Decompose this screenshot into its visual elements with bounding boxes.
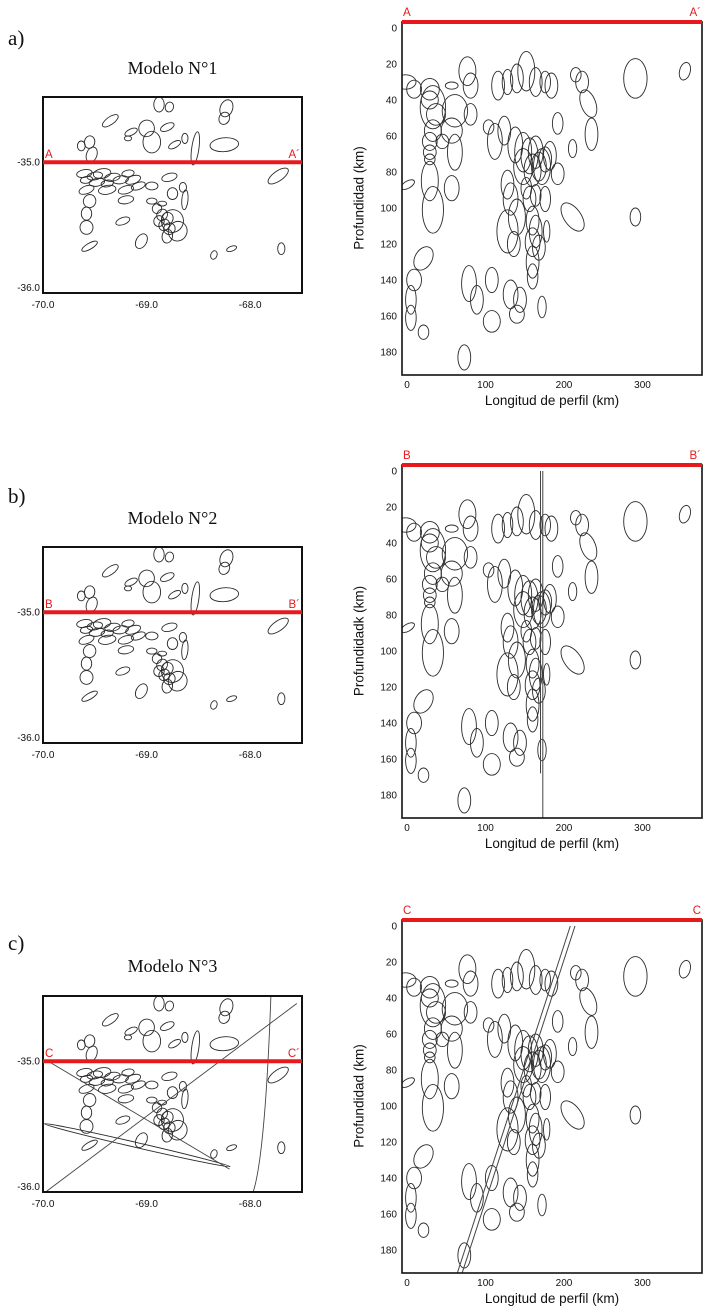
- profile-start-label: A: [45, 149, 53, 162]
- profile-end-label: B´: [288, 599, 300, 612]
- panel-tag-a: a): [8, 26, 25, 50]
- map-plot-a: [0, 77, 330, 317]
- section-y-tick-label: 40: [385, 538, 397, 550]
- map-y-tick-label: -36.0: [17, 733, 40, 745]
- section-x-tick-label: 300: [634, 823, 651, 834]
- section-y-tick-label: 0: [391, 921, 397, 933]
- section-y-tick-label: 140: [380, 718, 397, 730]
- section-y-tick-label: 180: [380, 1245, 397, 1257]
- section-xlabel-a: Longitud de perfil (km): [484, 393, 620, 408]
- section-start-label: A: [403, 7, 411, 19]
- section-x-tick-label: 0: [404, 380, 410, 391]
- section-y-tick-label: 140: [380, 1173, 397, 1185]
- section-ylabel-c: Profundidad (km): [351, 1044, 367, 1148]
- map-plot-c: [0, 976, 330, 1216]
- map-y-tick-label: -35.0: [17, 607, 40, 619]
- section-end-label: C: [692, 905, 701, 917]
- panel-tag-c: c): [8, 931, 25, 955]
- profile-end-label: A´: [288, 149, 300, 162]
- section-y-tick-label: 0: [391, 23, 397, 35]
- section-y-tick-label: 20: [385, 957, 397, 969]
- section-y-tick-label: 60: [385, 131, 397, 143]
- section-y-tick-label: 120: [380, 239, 397, 251]
- map-frame: [43, 97, 302, 293]
- section-y-tick-label: 180: [380, 790, 397, 802]
- section-y-tick-label: 160: [380, 754, 397, 766]
- section-ylabel-a: Profundidad (km): [351, 146, 367, 250]
- section-start-label: B: [403, 450, 411, 462]
- section-y-tick-label: 100: [380, 203, 397, 215]
- section-y-tick-label: 0: [391, 466, 397, 478]
- panel-tag-b: b): [8, 484, 26, 508]
- map-x-tick-label: -68.0: [238, 300, 262, 311]
- map-title-c: Modelo N°3: [127, 956, 218, 976]
- map-x-tick-label: -69.0: [135, 300, 158, 311]
- section-end-label: B´: [689, 450, 701, 462]
- section-plot-a: [340, 2, 707, 393]
- section-y-tick-label: 80: [385, 1065, 397, 1077]
- section-start-label: C: [403, 905, 412, 917]
- map-title-b: Modelo N°2: [127, 508, 218, 528]
- section-x-tick-label: 200: [555, 1278, 573, 1289]
- map-x-tick-label: -70.0: [31, 300, 55, 311]
- map-title-a: Modelo N°1: [127, 58, 218, 78]
- map-y-tick-label: -36.0: [17, 1182, 40, 1194]
- section-y-tick-label: 60: [385, 1029, 397, 1041]
- profile-end-label: C´: [287, 1048, 300, 1061]
- section-x-tick-label: 200: [555, 823, 573, 834]
- error-ellipses-map: [76, 97, 291, 260]
- map-plot-b: [0, 527, 330, 767]
- profile-start-label: B: [45, 599, 53, 612]
- section-y-tick-label: 180: [380, 347, 397, 359]
- section-y-tick-label: 80: [385, 610, 397, 622]
- section-x-tick-label: 0: [404, 1278, 410, 1289]
- section-y-tick-label: 60: [385, 574, 397, 586]
- section-x-tick-label: 300: [634, 1278, 651, 1289]
- section-y-tick-label: 120: [380, 1137, 397, 1149]
- map-y-tick-label: -35.0: [17, 1056, 40, 1068]
- section-plot-b: [340, 445, 707, 836]
- section-y-tick-label: 120: [380, 682, 397, 694]
- map-x-tick-label: -68.0: [238, 750, 262, 761]
- map-x-tick-label: -69.0: [135, 1199, 158, 1210]
- section-y-tick-label: 100: [380, 646, 397, 658]
- map-x-tick-label: -68.0: [238, 1199, 262, 1210]
- section-y-tick-label: 100: [380, 1101, 397, 1113]
- section-ylabel-b: Profundidadk (km): [351, 585, 367, 697]
- section-x-tick-label: 300: [634, 380, 651, 391]
- section-xlabel-c: Longitud de perfil (km): [484, 1291, 620, 1306]
- map-frame: [43, 996, 302, 1192]
- section-x-tick-label: 100: [477, 823, 494, 834]
- section-y-tick-label: 160: [380, 1209, 397, 1221]
- section-y-tick-label: 20: [385, 502, 397, 514]
- section-y-tick-label: 80: [385, 167, 397, 179]
- error-ellipses-map: [44, 996, 297, 1192]
- section-y-tick-label: 40: [385, 993, 397, 1005]
- section-y-tick-label: 140: [380, 275, 397, 287]
- section-x-tick-label: 100: [477, 1278, 494, 1289]
- map-y-tick-label: -36.0: [17, 283, 40, 295]
- map-x-tick-label: -70.0: [31, 1199, 55, 1210]
- model-extra-line: [48, 1061, 229, 1169]
- map-frame: [43, 547, 302, 743]
- section-y-tick-label: 20: [385, 59, 397, 71]
- section-end-label: A´: [689, 7, 701, 19]
- section-x-tick-label: 200: [555, 380, 573, 391]
- error-ellipses-section: [395, 471, 693, 818]
- profile-start-label: C: [45, 1048, 54, 1061]
- section-y-tick-label: 160: [380, 311, 397, 323]
- section-y-tick-label: 40: [385, 95, 397, 107]
- map-x-tick-label: -70.0: [31, 750, 55, 761]
- section-xlabel-b: Longitud de perfil (km): [484, 836, 620, 851]
- section-x-tick-label: 100: [477, 380, 494, 391]
- error-ellipses-map: [76, 547, 291, 710]
- map-y-tick-label: -35.0: [17, 157, 40, 169]
- map-x-tick-label: -69.0: [135, 750, 158, 761]
- error-ellipses-section: [395, 926, 693, 1273]
- section-plot-c: [340, 900, 707, 1291]
- error-ellipses-section: [395, 51, 693, 370]
- section-x-tick-label: 0: [404, 823, 410, 834]
